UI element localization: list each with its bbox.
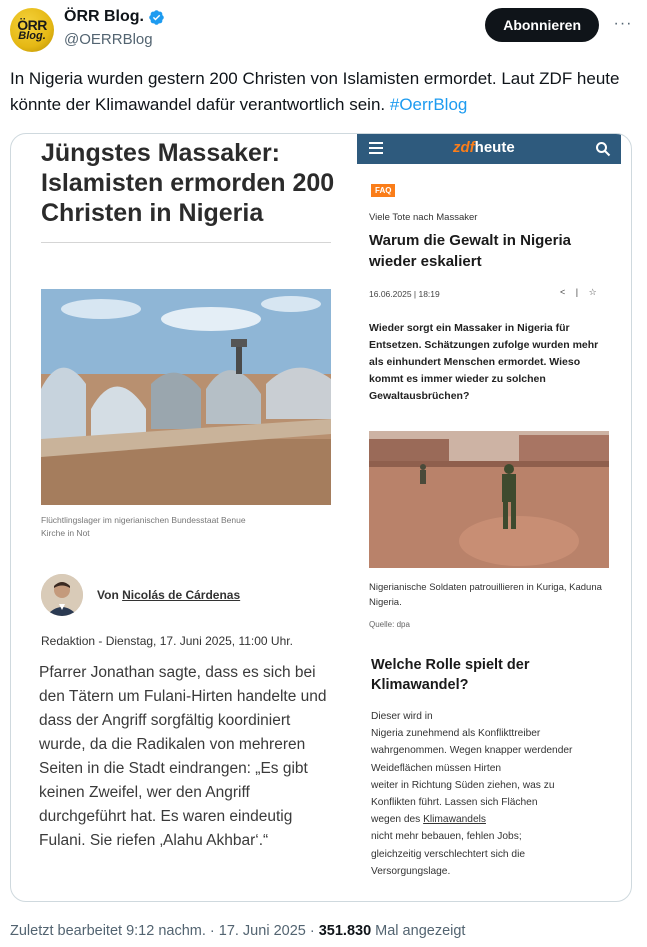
left-article-body: Pfarrer Jonathan sagte, dass es sich bei den Tätern um Fulani-Hirten handelte und dass der Angriff sorgfältig koordiniert wurde, da die Radikalen von mehreren Seiten in die Stadt eindrangen: „Es gibt keinen Zweifel, wer den Angriff durchgeführt hat. Es waren eindeutig Fulani. Sie riefen ‚Alahu Akhbar‘.“ [39, 664, 327, 849]
search-icon [595, 141, 611, 157]
tweet-text [10, 66, 635, 118]
body-line: Nigeria zunehmend als Konflikttreiber [371, 728, 541, 740]
zdf-top-bar [357, 134, 621, 164]
hamburger-menu-icon [369, 142, 383, 154]
article-kicker: Viele Tote nach Massaker [369, 212, 478, 223]
body-line: Versorgungslage. [371, 865, 451, 877]
caption-line: Flüchtlingslager im nigerianischen Bundesstaat Benue [41, 515, 246, 525]
view-count: 351.830 [318, 923, 372, 939]
body-text: wegen des [371, 814, 424, 826]
right-article-title: Warum die Gewalt in Nigeria wieder eskaliert [369, 232, 571, 270]
klimawandel-link: Klimawandels [423, 814, 486, 826]
user-handle[interactable]: @OERRBlog [64, 31, 153, 48]
edited-timestamp[interactable]: Zuletzt bearbeitet 9:12 nachm. · 17. Juni 2025 · [10, 923, 319, 939]
share-bookmark-icons: < | ☆ [560, 287, 601, 297]
body-line: wahrgenommen. Wegen knapper werdender [371, 745, 573, 757]
soldiers-photo [369, 431, 609, 568]
refugee-camp-photo [41, 289, 331, 505]
hashtag-link[interactable]: #OerrBlog [389, 95, 468, 114]
photo-source: Quelle: dpa [369, 620, 410, 629]
section-body [371, 708, 617, 880]
body-line: weiter in Richtung Süden ziehen, was zu [371, 779, 555, 791]
body-line [371, 811, 617, 828]
divider [41, 242, 331, 243]
left-article [39, 134, 339, 902]
more-options-icon[interactable]: ··· [613, 15, 633, 32]
left-article-title: Jüngstes Massaker: Islamisten ermorden 200 Christen in Nigeria [41, 139, 335, 227]
logo-heute: heute [474, 139, 515, 156]
display-name[interactable]: ÖRR Blog. [64, 8, 144, 25]
author-avatar [41, 574, 83, 616]
left-photo-caption [41, 514, 331, 540]
body-line: Weideflächen müssen Hirten [371, 762, 502, 774]
right-photo-caption: Nigerianische Soldaten patrouillieren in Kuriga, Kaduna Nigeria. [369, 582, 602, 608]
zdfheute-logo [453, 139, 515, 156]
avatar-text-line1: ÖRR [17, 16, 47, 33]
right-article [357, 134, 632, 902]
article-lead: Wieder sorgt ein Massaker in Nigeria für Entsetzen. Schätzungen zufolge wurden mehr als einhundert Menschen ermordet. Wieso kommt es immer wieder zu solchen Gewaltausbrüchen? [369, 322, 599, 402]
body-line: gleichzeitig verschlechtert sich die [371, 848, 526, 860]
author-byline [97, 588, 240, 602]
tweet-header [10, 6, 635, 52]
faq-badge: FAQ [371, 184, 395, 197]
logo-zdf: zdf [453, 139, 475, 156]
tweet-body: In Nigeria wurden gestern 200 Christen von Islamisten ermordet. Laut ZDF heute könnte der Klimawandel dafür verantwortlich sein. [10, 69, 620, 114]
avatar-text-line2: Blog. [18, 29, 46, 42]
caption-credit: Kirche in Not [41, 528, 90, 538]
tweet-meta [10, 923, 465, 939]
subscribe-button[interactable]: Abonnieren [485, 8, 599, 42]
verified-badge-icon [148, 9, 165, 26]
tweet-media-image[interactable] [10, 133, 632, 902]
author-name-link[interactable]: Nicolás de Cárdenas [122, 588, 241, 602]
article-dateline: Redaktion - Dienstag, 17. Juni 2025, 11:00 Uhr. [41, 634, 293, 648]
body-line: nicht mehr bebauen, fehlen Jobs; [371, 831, 522, 843]
body-line: Dieser wird in [371, 711, 433, 722]
views-label: Mal angezeigt [371, 923, 466, 939]
body-line: Konflikten führt. Lassen sich Flächen [371, 797, 538, 809]
name-row [64, 8, 165, 26]
article-date: 16.06.2025 | 18:19 [369, 289, 440, 299]
author-prefix: Von [97, 588, 123, 602]
section-heading: Welche Rolle spielt der Klimawandel? [371, 657, 530, 693]
profile-avatar[interactable] [10, 8, 54, 52]
